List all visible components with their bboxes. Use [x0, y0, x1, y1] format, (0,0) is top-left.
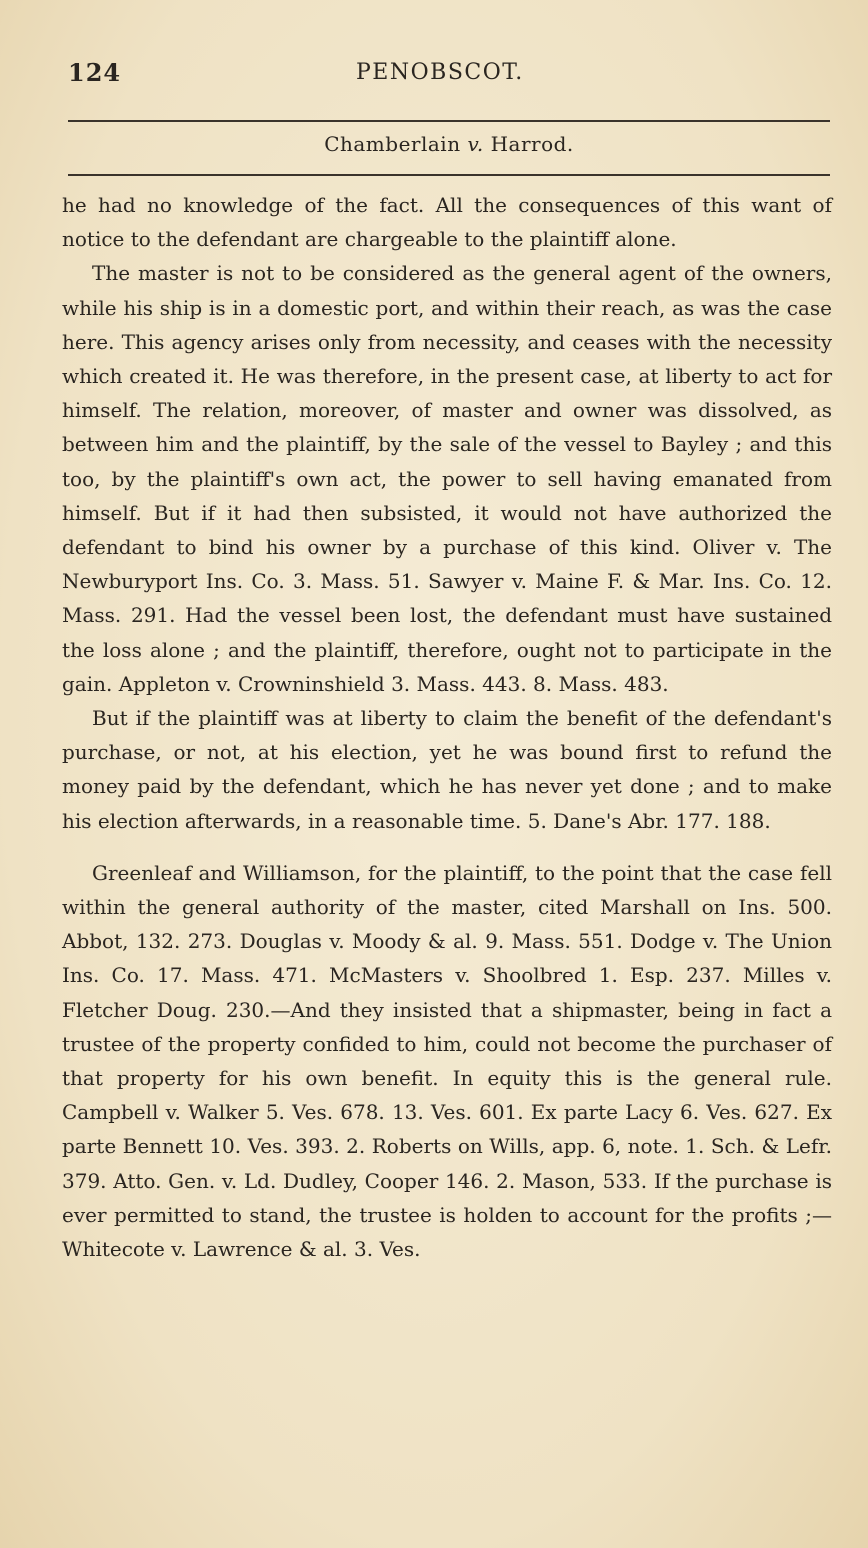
paragraph-4: Greenleaf and Williamson, for the plaintiff, to the point that the case fell within the general authority of the master, cited Marshall on Ins. 500. Abbot, 132. 273. Douglas v. Moody & al. 9. Mass. 551. Dodge v. The Union Ins. Co. 17. Mass. 471. McMasters v. Shoolbred 1. Esp. 237. Milles v. Fletcher Doug. 230.—And they insisted that a shipmaster, being in fact a trustee of the property confided to him, could not become the purchaser of that property for his own benefit. In equity this is the general rule. Campbell v. Walker 5. Ves. 678. 13. Ves. 601. Ex parte Lacy 6. Ves. 627. Ex parte Bennett 10. Ves. 393. 2. Roberts on Wills, app. 6, note. 1. Sch. & Lefr. 379. Atto. Gen. v. Ld. Dudley, Cooper 146. 2. Mason, 533. If the purchase is ever permitted to stand, the trustee is holden to account for the profits ;—Whitecote v. Lawrence & al. 3. Ves. [62, 860, 832, 1262]
paragraph-3: But if the plaintiff was at liberty to claim the benefit of the defendant's purchase, or not, at his election, yet he was bound first to refund the money paid by the defendant, which he has never yet done ; and to make his election afterwards, in a reasonable time. 5. Dane's Abr. 177. 188. [62, 706, 832, 833]
paragraph-2: The master is not to be considered as the general agent of the owners, while his ship is in a domestic port, and within their reach, as was the case here. This agency arises only from necessity, and ceases with the necessity which created it. He was therefore, in the present case, at liberty to act for himself. The relation, moreover, of master and owner was dissolved, as between him and the plaintiff, by the sale of the vessel to Bayley ; and this too, by the plaintiff's own act, the power to sell having emanated from himself. But if it had then subsisted, it would not have authorized the defendant to bind his owner by a purchase of this kind. Oliver v. The Newburyport Ins. Co. 3. Mass. 51. Sawyer v. Maine F. & Mar. Ins. Co. 12. Mass. 291. Had the vessel been lost, the defendant must have sustained the loss alone ; and the plaintiff, therefore, ought not to participate in the gain. Appleton v. Crowninshield 3. Mass. 443. 8. Mass. 483. [62, 261, 832, 696]
case-versus: v. [467, 132, 484, 156]
top-rule [68, 120, 830, 122]
case-party-two: Harrod. [490, 132, 574, 156]
running-head [68, 58, 828, 92]
running-title: PENOBSCOT. [356, 60, 524, 85]
page-number: 124 [68, 58, 122, 87]
bottom-rule [68, 174, 830, 176]
body-text [62, 188, 832, 1266]
case-party-one: Chamberlain [324, 132, 461, 156]
case-title [68, 132, 830, 156]
paragraph-1: he had no knowledge of the fact. All the consequences of this want of notice to the defendant are chargeable to the plaintiff alone. [62, 193, 832, 252]
